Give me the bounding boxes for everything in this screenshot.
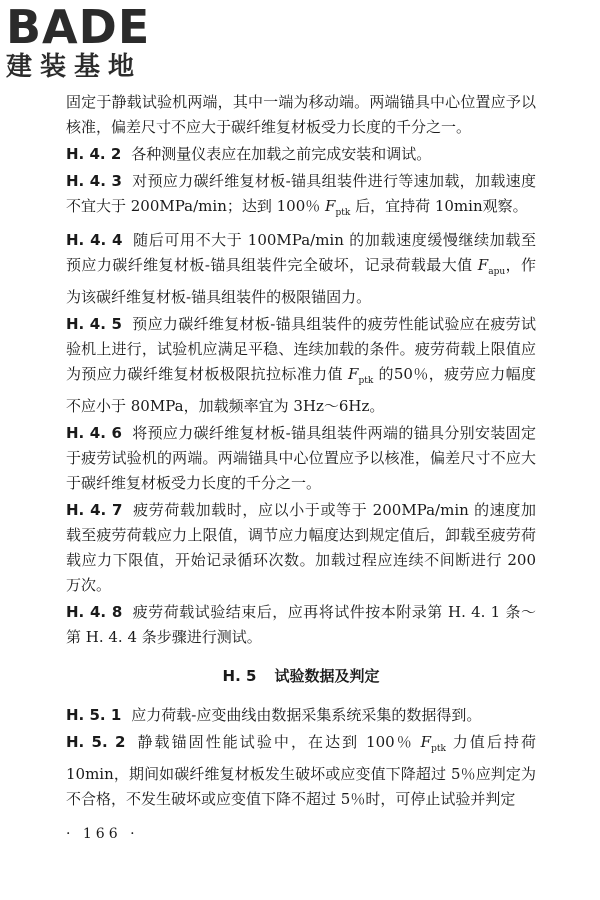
- clause-h-5-1: [66, 703, 536, 728]
- clause-text: 随后可用不大于 100MPa/min 的加载速度缓慢继续加载至预应力碳纤维复材板-锚具组装件完全破坏，记录荷载最大值 $F_{apu}$，作为该碳纤维复材板-锚具组装件的极限锚固力。: [66, 231, 536, 306]
- clause-h-4-4: [66, 228, 536, 310]
- clause-text: 疲劳荷载试验结束后，应再将试件按本附录第 H. 4. 1 条～第 H. 4. 4 条步骤进行测试。: [66, 603, 536, 646]
- clause-h-4-7: [66, 498, 536, 598]
- clause-text: 各种测量仪表应在加载之前完成安装和调试。: [131, 145, 432, 163]
- clause-number: H. 4. 5: [66, 315, 122, 333]
- clause-number: H. 4. 2: [66, 145, 122, 163]
- clause-number: H. 4. 8: [66, 603, 123, 621]
- clause-text: 应力荷载-应变曲线由数据采集系统采集的数据得到。: [131, 706, 482, 724]
- logo-wordmark: BADE: [6, 0, 151, 54]
- clause-h-4-2: [66, 142, 536, 167]
- clause-number: H. 5. 1: [66, 706, 122, 724]
- clause-h-4-8: [66, 600, 536, 650]
- document-body: [66, 90, 536, 814]
- paragraph-continuation: [66, 90, 536, 140]
- clause-number: H. 4. 3: [66, 172, 122, 190]
- clause-number: H. 4. 6: [66, 424, 122, 442]
- logo: [6, 0, 196, 86]
- section-heading: [66, 664, 536, 689]
- clause-h-5-2: [66, 730, 536, 812]
- clause-text: 预应力碳纤维复材板-锚具组装件的疲劳性能试验应在疲劳试验机上进行，试验机应满足平稳、连续加载的条件。疲劳荷载上限值应为预应力碳纤维复材板极限抗拉标准力值 $F_{ptk}$ 的50％，疲劳应力幅度不应小于 80MPa，加载频率宜为 3Hz～6Hz。: [66, 315, 536, 415]
- paragraph-text: 固定于静载试验机两端，其中一端为移动端。两端锚具中心位置应予以核准，偏差尺寸不应大于碳纤维复材板受力长度的千分之一。: [66, 93, 536, 136]
- clause-h-4-5: [66, 312, 536, 419]
- clause-text: 将预应力碳纤维复材板-锚具组装件两端的锚具分别安装固定于疲劳试验机的两端。两端锚具中心位置应予以核准，偏差尺寸不应大于碳纤维复材板受力长度的千分之一。: [66, 424, 536, 492]
- clause-number: H. 5. 2: [66, 733, 126, 751]
- section-number: H. 5: [222, 667, 257, 685]
- section-title: 试验数据及判定: [274, 667, 380, 685]
- clause-number: H. 4. 7: [66, 501, 123, 519]
- clause-text: 疲劳荷载加载时，应以小于或等于 200MPa/min 的速度加载至疲劳荷载应力上限值，调节应力幅度达到规定值后，卸载至疲劳荷载应力下限值，开始记录循环次数。加载过程应连续不间断进行 200 万次。: [66, 501, 536, 594]
- clause-h-4-3: [66, 169, 536, 226]
- clause-h-4-6: [66, 421, 536, 496]
- clause-text: 对预应力碳纤维复材板-锚具组装件进行等速加载，加载速度不宜大于 200MPa/min；达到 100％ $F_{ptk}$ 后，宜持荷 10min观察。: [66, 172, 536, 218]
- logo-subtitle: 建装基地: [6, 52, 143, 82]
- page-number: · 166 ·: [66, 826, 139, 842]
- clause-text: 静载锚固性能试验中，在达到 100％ $F_{ptk}$ 力值后持荷 10min，期间如碳纤维复材板发生破坏或应变值下降超过 5％应判定为不合格，不发生破坏或应变值下降不超过 5％时，可停止试验并判定: [66, 733, 536, 808]
- clause-number: H. 4. 4: [66, 231, 123, 249]
